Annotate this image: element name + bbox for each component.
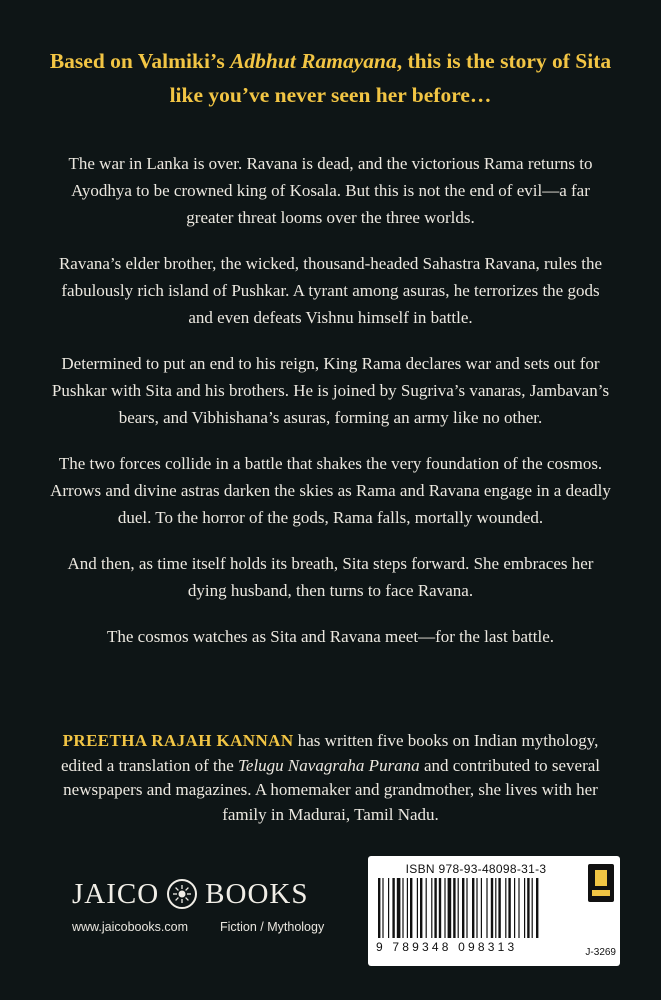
tagline-pre: Based on Valmiki’s <box>49 49 231 73</box>
tagline-title: Adbhut Ramayana <box>230 49 397 73</box>
sun-emblem-icon <box>167 879 197 909</box>
blurb-paragraph: The war in Lanka is over. Ravana is dead, and the victorious Rama returns to Ayodhya to be crowned king of Kosala. But this is not the end of evil—a far greater threat looms over the three worlds. <box>68 154 593 227</box>
tagline <box>40 44 621 112</box>
blurb <box>50 150 611 669</box>
blurb-paragraph: The two forces collide in a battle that shakes the very foundation of the cosmos. Arrows and divine astras darken the skies as Rama and Ravana engage in a deadly duel. To the horror of the gods, Rama falls, mortally wounded. <box>50 454 611 527</box>
barcode-box <box>368 856 620 966</box>
publisher-left-word: JAICO <box>72 877 160 910</box>
publisher-right-word: BOOKS <box>205 877 309 910</box>
author-name: PREETHA RAJAH KANNAN <box>62 731 294 750</box>
tagline-post: , this is the story of Sita like you’ve never seen her before… <box>169 49 612 107</box>
blurb-paragraph: And then, as time itself holds its breath, Sita steps forward. She embraces her dying husband, then turns to face Ravana. <box>67 554 594 600</box>
author-bio-title: Telugu Navagraha Purana <box>238 755 420 775</box>
publisher-logo <box>72 874 322 914</box>
blurb-paragraph: The cosmos watches as Sita and Ravana meet—for the last battle. <box>106 627 555 646</box>
publisher-badge-icon <box>588 864 614 902</box>
blurb-paragraph: Determined to put an end to his reign, King Rama declares war and sets out for Pushkar with Sita and his brothers. He is joined by Sugriva’s vanaras, Jambavan’s bears, and Vibhishana’s asuras, forming an army like no other. <box>51 354 610 427</box>
blurb-paragraph: Ravana’s elder brother, the wicked, thousand-headed Sahastra Ravana, rules the fabulously rich island of Pushkar. A tyrant among asuras, he terrorizes the gods and even defeats Vishnu himself in battle. <box>58 254 603 327</box>
publisher-website: www.jaicobooks.com <box>72 920 189 934</box>
barcode-digits: 9 789348 098313 <box>376 940 518 954</box>
book-code: J-3269 <box>585 947 616 958</box>
author-bio <box>60 729 601 827</box>
isbn-text: ISBN 978-93-48098-31-3 <box>405 862 547 876</box>
author-bio-post: and contributed to several newspapers and magazines. A homemaker and grandmother, she lives with her family in Madurai, Tamil Nadu. <box>63 755 601 824</box>
barcode-bars <box>376 878 576 938</box>
book-category: Fiction / Mythology <box>220 920 325 934</box>
author-bio-pre: has written five books on Indian mythology, edited a translation of the <box>60 731 599 775</box>
